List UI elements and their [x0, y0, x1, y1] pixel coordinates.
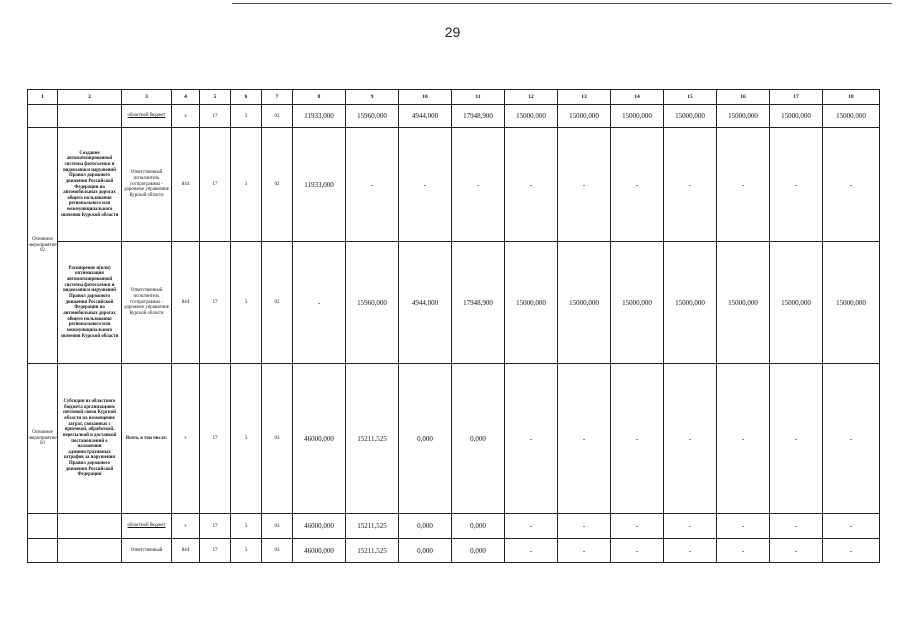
measure-name-cell: [58, 105, 122, 128]
value-cell: -: [611, 514, 664, 539]
value-cell: -: [558, 128, 611, 242]
value-cell: 0,000: [452, 514, 505, 539]
value-cell: -: [664, 514, 717, 539]
code-cell: 3: [231, 128, 262, 242]
top-rule: [232, 3, 892, 4]
value-cell: -: [505, 364, 558, 514]
header-cell: 9: [346, 90, 399, 105]
code-cell: 17: [200, 105, 231, 128]
value-cell: 46000,000: [293, 539, 346, 563]
code-cell: 02: [262, 242, 293, 364]
measure-name-cell: [58, 539, 122, 563]
measure-name-cell: Субсидии из областного бюджета организациям почтовой связи Курской области на возмещение затрат, связанных с приемкой, обработкой, пересылкой и доставкой постановлений о наложении административных штрафов за нарушения Правил дорожного движения Российской Федерации: [58, 364, 122, 514]
value-cell: -: [558, 364, 611, 514]
value-cell: -: [452, 128, 505, 242]
code-cell: 17: [200, 242, 231, 364]
code-cell: х: [172, 364, 200, 514]
value-cell: -: [717, 514, 770, 539]
code-cell: 3: [231, 539, 262, 563]
value-cell: 15000,000: [611, 105, 664, 128]
value-cell: -: [611, 364, 664, 514]
executor-cell: Ответственный исполнитель госпрограммы - дорожное управление Курской области: [122, 128, 172, 242]
value-cell: -: [399, 128, 452, 242]
executor-cell: Всего, в том числе:: [122, 364, 172, 514]
value-cell: -: [505, 539, 558, 563]
value-cell: -: [611, 128, 664, 242]
value-cell: -: [770, 514, 823, 539]
value-cell: 15960,000: [346, 242, 399, 364]
header-cell: 6: [231, 90, 262, 105]
value-cell: 0,000: [399, 514, 452, 539]
measure-name-cell: Создание автоматизированной системы фотосъемки и видеозаписи нарушений Правил дорожного движения Российской Федерации на автомобильных дорогах общего пользования регионального или межмуниципального значения Курской области: [58, 128, 122, 242]
value-cell: -: [664, 364, 717, 514]
header-cell: 3: [122, 90, 172, 105]
header-cell: 4: [172, 90, 200, 105]
code-cell: 3: [231, 514, 262, 539]
value-cell: 17948,900: [452, 242, 505, 364]
header-cell: 8: [293, 90, 346, 105]
category-cell: [28, 539, 58, 563]
value-cell: 15960,000: [346, 105, 399, 128]
value-cell: 4944,000: [399, 105, 452, 128]
value-cell: -: [664, 128, 717, 242]
header-cell: 7: [262, 90, 293, 105]
value-cell: -: [293, 242, 346, 364]
value-cell: 15000,000: [505, 242, 558, 364]
header-cell: 12: [505, 90, 558, 105]
header-cell: 18: [823, 90, 880, 105]
value-cell: 15211,525: [346, 364, 399, 514]
code-cell: 844: [172, 242, 200, 364]
value-cell: 17948,900: [452, 105, 505, 128]
value-cell: -: [664, 539, 717, 563]
value-cell: 0,000: [452, 539, 505, 563]
value-cell: 15211,525: [346, 539, 399, 563]
value-cell: -: [558, 514, 611, 539]
code-cell: 3: [231, 105, 262, 128]
code-cell: 3: [231, 242, 262, 364]
code-cell: 844: [172, 128, 200, 242]
table-row: [28, 105, 880, 128]
category-cell: Основное мероприятие 03: [28, 364, 58, 514]
value-cell: 15000,000: [664, 105, 717, 128]
value-cell: 0,000: [452, 364, 505, 514]
value-cell: 15000,000: [611, 242, 664, 364]
value-cell: -: [558, 539, 611, 563]
value-cell: 0,000: [399, 364, 452, 514]
executor-cell: Ответственный исполнитель госпрограммы - дорожное управление Курской области: [122, 242, 172, 364]
measure-name-cell: [58, 514, 122, 539]
table-row: [28, 242, 880, 364]
value-cell: 11933,000: [293, 105, 346, 128]
code-cell: 03: [262, 364, 293, 514]
value-cell: -: [770, 364, 823, 514]
table-row: [28, 514, 880, 539]
header-cell: 2: [58, 90, 122, 105]
value-cell: 15211,525: [346, 514, 399, 539]
value-cell: -: [823, 539, 880, 563]
value-cell: 15000,000: [558, 242, 611, 364]
code-cell: 02: [262, 128, 293, 242]
category-cell: [28, 105, 58, 128]
value-cell: -: [505, 514, 558, 539]
code-cell: 844: [172, 539, 200, 563]
value-cell: -: [823, 128, 880, 242]
value-cell: -: [770, 539, 823, 563]
header-cell: 5: [200, 90, 231, 105]
table-row: [28, 539, 880, 563]
value-cell: 15000,000: [717, 242, 770, 364]
code-cell: 17: [200, 128, 231, 242]
value-cell: 15000,000: [823, 105, 880, 128]
header-cell: 16: [717, 90, 770, 105]
executor-cell: [122, 105, 172, 128]
value-cell: -: [717, 128, 770, 242]
measure-name-cell: Расширение и(или) оптимизация автоматизированной системы фотосъемки и видеозаписи нарушений Правил дорожного движения Российской Федерации на автомобильных дорогах общего пользования регионального или межмуниципального значения Курской области: [58, 242, 122, 364]
header-cell: 10: [399, 90, 452, 105]
header-cell: 15: [664, 90, 717, 105]
value-cell: 15000,000: [770, 105, 823, 128]
value-cell: 15000,000: [717, 105, 770, 128]
value-cell: 15000,000: [823, 242, 880, 364]
value-cell: 4944,000: [399, 242, 452, 364]
code-cell: 3: [231, 364, 262, 514]
table-row: [28, 364, 880, 514]
value-cell: 46000,000: [293, 364, 346, 514]
code-cell: х: [172, 514, 200, 539]
category-cell: [28, 514, 58, 539]
code-cell: 02: [262, 105, 293, 128]
header-cell: 1: [28, 90, 58, 105]
header-cell: 17: [770, 90, 823, 105]
value-cell: 15000,000: [664, 242, 717, 364]
table-row: [28, 128, 880, 242]
value-cell: -: [717, 539, 770, 563]
value-cell: -: [770, 128, 823, 242]
value-cell: 15000,000: [770, 242, 823, 364]
executor-label: областной бюджет: [127, 113, 166, 119]
value-cell: 46000,000: [293, 514, 346, 539]
code-cell: 17: [200, 514, 231, 539]
executor-label: областной бюджет: [127, 523, 166, 529]
header-cell: 14: [611, 90, 664, 105]
code-cell: 03: [262, 539, 293, 563]
value-cell: 11933,000: [293, 128, 346, 242]
code-cell: 17: [200, 539, 231, 563]
code-cell: х: [172, 105, 200, 128]
value-cell: 0,000: [399, 539, 452, 563]
value-cell: 15000,000: [558, 105, 611, 128]
header-cell: 11: [452, 90, 505, 105]
code-cell: 17: [200, 364, 231, 514]
value-cell: -: [346, 128, 399, 242]
table-header-row: [28, 90, 880, 105]
value-cell: 15000,000: [505, 105, 558, 128]
budget-table: [27, 89, 880, 563]
value-cell: -: [611, 539, 664, 563]
executor-cell: [122, 514, 172, 539]
code-cell: 03: [262, 514, 293, 539]
value-cell: -: [717, 364, 770, 514]
header-cell: 13: [558, 90, 611, 105]
category-cell: Основное мероприятие 02: [28, 128, 58, 364]
value-cell: -: [823, 364, 880, 514]
page-number: 29: [444, 24, 461, 40]
value-cell: -: [505, 128, 558, 242]
value-cell: -: [823, 514, 880, 539]
executor-cell: Ответственный: [122, 539, 172, 563]
